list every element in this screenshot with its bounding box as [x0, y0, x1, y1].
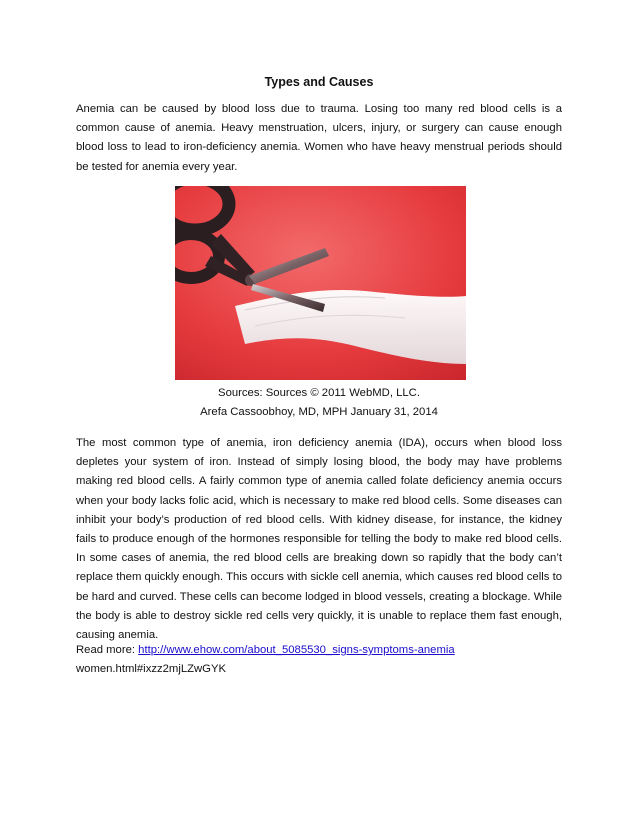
photo-illustration: [175, 186, 466, 380]
read-more-line: [76, 641, 562, 660]
figure-caption-author: Arefa Cassoobhoy, MD, MPH January 31, 2014: [200, 406, 438, 418]
body-paragraph: The most common type of anemia, iron deficiency anemia (IDA), occurs when blood loss depletes your system of iron. Instead of simply losing blood, the body may have problems making red blood cells. A fairly common type of anemia called folate deficiency anemia occurs when your body lacks folic acid, which is necessary to make red blood cells. Some diseases can inhibit your body’s production of red blood cells. With kidney disease, for instance, the kidney fails to produce enough of the hormones responsible for telling the body to make red blood cells. In some cases of anemia, the red blood cells are breaking down so rapidly that the body can’t replace them quickly enough. This occurs with sickle cell anemia, which causes red blood cells to be hard and curved. These cells can become lodged in blood vessels, creating a blockage. While the body is able to destroy sickle red cells very quickly, it is unable to replace them fast enough, causing anemia.: [76, 437, 562, 642]
intro-paragraph: Anemia can be caused by blood loss due to trauma. Losing too many red blood cells is a common cause of anemia. Heavy menstruation, ulcers, injury, or surgery can cause enough blood loss to lead to iron-deficiency anemia. Women who have heavy menstrual periods should be tested for anemia every year.: [76, 103, 562, 173]
read-more-continued: women.html#ixzz2mjLZwGYK: [76, 663, 227, 675]
figure-caption-source: Sources: Sources © 2011 WebMD, LLC.: [218, 387, 420, 399]
read-more-link[interactable]: http://www.ehow.com/about_5085530_signs-symptoms-anemia: [138, 644, 455, 656]
page-title: Types and Causes: [264, 75, 374, 89]
read-more-label: Read more:: [76, 644, 139, 656]
scissors-bandage-photo: [175, 186, 466, 380]
